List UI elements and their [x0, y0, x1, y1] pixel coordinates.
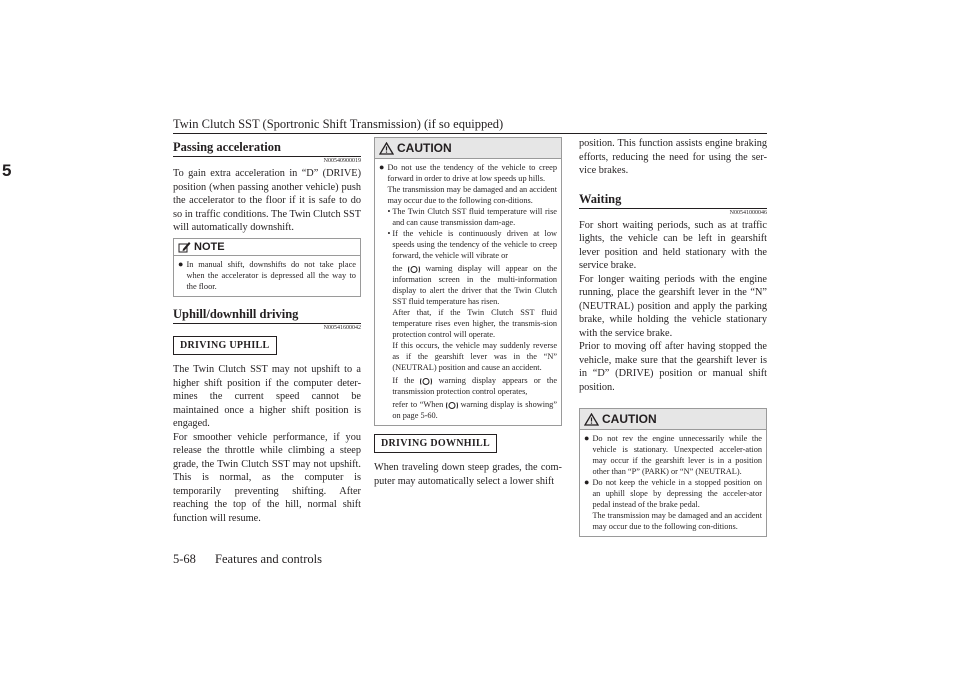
caution-dash-2-text: If the vehicle is continuously driven at low speeds using the tendency of the vehicle to creep forward, the vehicle will vibrate or: [392, 229, 557, 260]
passing-text: To gain extra acceleration in “D” (DRIVE) position (when passing another vehicle) push the accelerator to the floor if it is safe to do so in traffic conditions. The Twin Clutch SST will automatically downshift.: [173, 168, 361, 233]
note-body: [174, 256, 360, 297]
caution-dash-2-line: [392, 263, 557, 307]
footer-section: Features and controls: [215, 552, 322, 566]
caution-header: [375, 138, 561, 159]
subheading-driving-downhill: DRIVING DOWNHILL: [374, 434, 497, 453]
caution-refer-pre: refer to “When: [392, 400, 444, 409]
downhill-text: When traveling down steep grades, the com-puter may automatically select a lower shift: [374, 462, 562, 487]
column-2: [374, 137, 562, 488]
uphill-text-2: For smoother vehicle performance, if you release the throttle while climbing a steep grade, the Twin Clutch SST may not upshift. This is normal, as the computer is temporarily preventing shifting. After reaching the top of the hill, normal shift function will resume.: [173, 431, 361, 524]
caution-bullet: [379, 162, 557, 421]
caution-label: CAUTION: [602, 412, 657, 426]
header-rule: [173, 133, 767, 134]
caution-bullet-text: Do not use the tendency of the vehicle to creep forward in order to drive at low speeds up hills.: [387, 163, 557, 183]
caution-header: [580, 409, 766, 430]
transmission-warning-icon: [446, 401, 458, 410]
caution-if-pre: If the: [392, 376, 415, 385]
chapter-tab: 5: [2, 161, 12, 180]
caution-line2: The transmission may be damaged and an accident may occur due to the following con-ditions.: [387, 185, 557, 205]
note-box: [173, 238, 361, 298]
transmission-warning-icon: [420, 377, 432, 386]
bullet-icon: ●: [584, 433, 590, 443]
caution-bullet-2-extra: The transmission may be damaged and an accident may occur due to the following con-ditions.: [592, 511, 762, 531]
caution-bullet-2-content: [592, 477, 762, 532]
caution-dash-2-content: [392, 228, 557, 421]
bullet-icon: ●: [584, 477, 590, 487]
caution-bullet-2: [584, 477, 762, 532]
caution-box: [374, 137, 562, 426]
dash-bullet-icon: •: [387, 229, 391, 238]
caution-body: [580, 430, 766, 536]
doc-id: N00540900019: [323, 158, 361, 164]
waiting-text-1: For short waiting periods, such as at traffic lights, the vehicle can be left in gearshift lever position and held stationary with the service brake.: [579, 219, 767, 271]
doc-id: N00541000046: [729, 209, 767, 216]
waiting-text-3: Prior to moving off after having stopped the vehicle, make sure that the gearshift lever is in “D” (DRIVE) position or manual shift position.: [579, 341, 767, 393]
column-3: [579, 137, 767, 537]
caution-dash-1: [387, 206, 557, 228]
caution-after: After that, if the Twin Clutch SST fluid temperature rises even higher, the transmis-sion protection control will operate.: [392, 308, 557, 339]
caution-body: [375, 159, 561, 425]
bullet-icon: ●: [178, 258, 184, 269]
caution-dash-1-text: The Twin Clutch SST fluid temperature will rise and can cause transmission dam-age.: [392, 207, 557, 227]
note-pencil-icon: [178, 241, 191, 253]
column-1: [173, 137, 361, 525]
caution-dash-2-pre: the: [392, 264, 403, 273]
caution-label: CAUTION: [397, 141, 452, 155]
page-header-title: Twin Clutch SST (Sportronic Shift Transmission) (if so equipped): [173, 117, 504, 131]
caution-bullet-1-text: Do not rev the engine unnecessarily while the vehicle is stationary. Unexpected acceler-ation may occur if the gearshift lever is in a position other than “P” (PARK) or “N” (NEUTRAL).: [592, 434, 762, 476]
caution-box: [579, 408, 767, 537]
note-header: [174, 239, 360, 256]
note-text: In manual shift, downshifts do not take place when the accelerator is depressed all the way to the floor.: [186, 259, 356, 291]
caution-dash-2: [387, 228, 557, 421]
heading-waiting: Waiting: [579, 192, 767, 209]
caution-ifthis: If this occurs, the vehicle may suddenly reverse as if the gearshift lever was in the “N” (NEUTRAL) position and cause an accident.: [392, 341, 557, 372]
transmission-warning-icon: [408, 265, 420, 274]
caution-if-post: warning display appears or the transmission protection control operates,: [392, 376, 558, 396]
heading-passing-acceleration: Passing acceleration: [173, 140, 361, 157]
note-label: NOTE: [194, 240, 225, 253]
caution-if-line: [392, 375, 557, 397]
warning-triangle-icon: [379, 142, 394, 155]
doc-id: N00541600042: [323, 325, 361, 332]
page-footer: [173, 552, 322, 567]
caution-refer-line: [392, 399, 557, 421]
page-number: 5-68: [173, 552, 196, 566]
caution-refer-post: warning display is showing” on page 5-60.: [392, 400, 558, 420]
waiting-text-2: For longer waiting periods with the engine running, place the gearshift lever in the “N” (NEUTRAL) position and apply the parking brake, while holding the vehicle stationary with the service brake.: [579, 273, 767, 339]
warning-triangle-icon: [584, 413, 599, 426]
bullet-icon: ●: [379, 162, 385, 172]
subheading-driving-uphill: DRIVING UPHILL: [173, 336, 277, 355]
caution-bullet-2-text: Do not keep the vehicle in a stopped position on an uphill slope by depressing the acceler-ator pedal instead of the brake pedal.: [592, 478, 762, 509]
caution-bullet-1: [584, 433, 762, 477]
heading-uphill-downhill: Uphill/downhill driving: [173, 307, 361, 324]
downhill-text-continued: position. This function assists engine braking efforts, reducing the need for using the ser-vice brakes.: [579, 138, 767, 176]
uphill-text-1: The Twin Clutch SST may not upshift to a higher shift position if the computer deter-mines the current speed cannot be maintained once a higher shift position is engaged.: [173, 364, 361, 430]
caution-dash-2-post: warning display will appear on the information screen in the multi-information display to alert the driver that the Twin Clutch SST fluid temperature has risen.: [392, 264, 557, 306]
caution-bullet-content: [387, 162, 557, 421]
dash-bullet-icon: •: [387, 207, 391, 216]
